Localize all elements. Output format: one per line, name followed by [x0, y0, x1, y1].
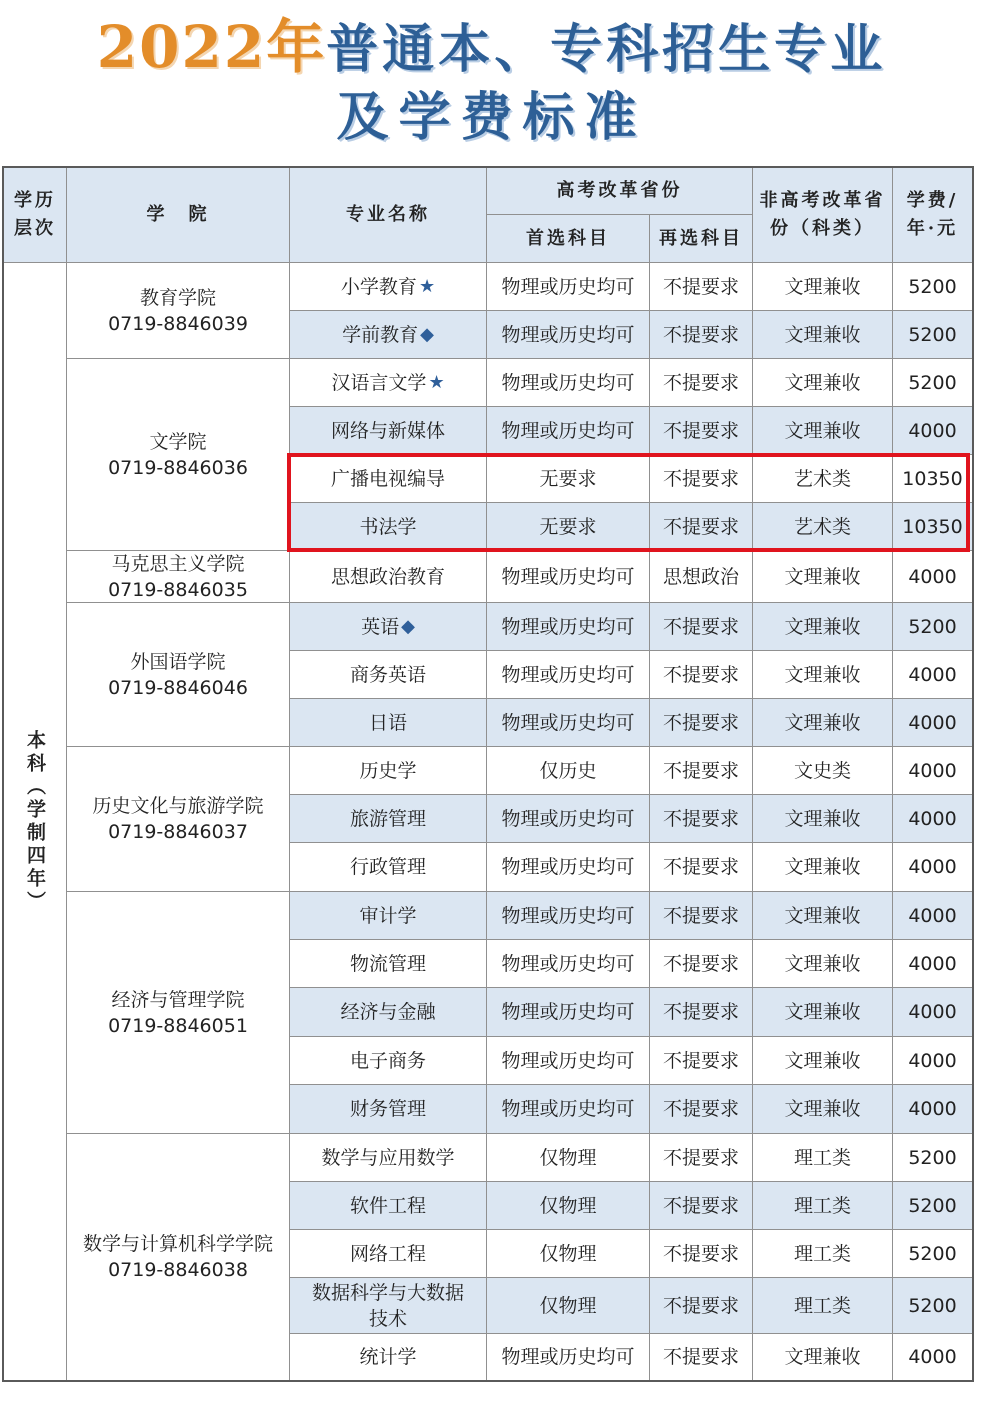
major-name: 旅游管理	[349, 807, 426, 830]
category-cell: 理工类	[753, 1278, 893, 1334]
second-subject-cell: 不提要求	[650, 311, 753, 359]
first-subject-cell: 物理或历史均可	[487, 1334, 650, 1380]
college-phone: 0719-8846037	[108, 821, 248, 843]
fee-cell: 4000	[893, 747, 972, 795]
college-name: 历史文化与旅游学院	[92, 795, 264, 817]
major-name: 日语	[368, 711, 407, 734]
header-non-reform: 非高考改革省份（科类）	[753, 168, 893, 263]
second-subject-cell: 不提要求	[650, 455, 753, 503]
major-cell	[290, 795, 487, 843]
category-cell: 文理兼收	[753, 1085, 893, 1134]
second-subject-cell: 不提要求	[650, 747, 753, 795]
fee-cell: 5200	[893, 1230, 972, 1278]
header-first-subject: 首选科目	[487, 215, 650, 263]
first-subject-cell: 物理或历史均可	[487, 699, 650, 747]
second-subject-cell: 不提要求	[650, 795, 753, 843]
major-cell	[290, 1134, 487, 1182]
category-cell: 文理兼收	[753, 1334, 893, 1380]
major-name: 电子商务	[349, 1049, 426, 1072]
fee-cell: 4000	[893, 843, 972, 892]
major-name: 网络与新媒体	[330, 419, 445, 442]
second-subject-cell: 不提要求	[650, 651, 753, 699]
category-cell: 文理兼收	[753, 551, 893, 603]
college-cell	[67, 892, 290, 1134]
category-cell: 文理兼收	[753, 892, 893, 940]
second-subject-cell: 不提要求	[650, 263, 753, 311]
fee-cell: 4000	[893, 407, 972, 455]
category-cell: 文理兼收	[753, 359, 893, 407]
first-subject-cell: 物理或历史均可	[487, 311, 650, 359]
major-name: 学前教育	[342, 323, 419, 346]
fee-cell: 4000	[893, 892, 972, 940]
category-cell: 文理兼收	[753, 651, 893, 699]
header-fee: 学费/年·元	[893, 168, 972, 263]
major-cell	[290, 263, 487, 311]
fee-cell: 5200	[893, 603, 972, 651]
first-subject-cell: 物理或历史均可	[487, 651, 650, 699]
second-subject-cell: 不提要求	[650, 1230, 753, 1278]
second-subject-cell: 思想政治	[650, 551, 753, 603]
category-cell: 理工类	[753, 1182, 893, 1230]
major-cell	[290, 359, 487, 407]
first-subject-cell: 物理或历史均可	[487, 892, 650, 940]
admissions-table	[2, 166, 974, 1382]
major-cell	[290, 747, 487, 795]
title-year: 2022年	[96, 13, 327, 81]
category-cell: 文理兼收	[753, 795, 893, 843]
first-subject-cell: 无要求	[487, 455, 650, 503]
page-title	[0, 12, 983, 85]
first-subject-cell: 仅物理	[487, 1230, 650, 1278]
level-label: 本科（学制四年）	[24, 729, 46, 914]
first-subject-cell: 无要求	[487, 503, 650, 551]
category-cell: 文理兼收	[753, 311, 893, 359]
first-subject-cell: 仅物理	[487, 1278, 650, 1334]
major-cell	[290, 503, 487, 551]
diamond-icon: ◆	[401, 615, 415, 637]
fee-cell: 4000	[893, 651, 972, 699]
major-cell	[290, 651, 487, 699]
fee-cell: 5200	[893, 263, 972, 311]
header-reform: 高考改革省份	[487, 168, 753, 215]
second-subject-cell: 不提要求	[650, 1278, 753, 1334]
major-name: 经济与金融	[340, 1001, 436, 1023]
fee-cell: 4000	[893, 940, 972, 988]
college-name: 文学院	[149, 430, 207, 453]
major-name: 数据科学与大数据技术	[311, 1281, 464, 1330]
college-cell	[67, 551, 290, 603]
fee-cell: 4000	[893, 551, 972, 603]
college-cell	[67, 359, 290, 551]
major-cell	[290, 988, 487, 1037]
star-icon: ★	[418, 275, 436, 297]
major-cell	[290, 1182, 487, 1230]
college-phone: 0719-8846038	[108, 1259, 248, 1281]
first-subject-cell: 仅物理	[487, 1182, 650, 1230]
college-phone: 0719-8846039	[108, 312, 248, 335]
major-name: 数学与应用数学	[321, 1146, 455, 1169]
first-subject-cell: 仅历史	[487, 747, 650, 795]
second-subject-cell: 不提要求	[650, 1134, 753, 1182]
major-cell	[290, 1037, 487, 1085]
major-cell	[290, 940, 487, 988]
fee-cell: 5200	[893, 359, 972, 407]
college-cell	[67, 603, 290, 747]
category-cell: 文理兼收	[753, 603, 893, 651]
college-name: 外国语学院	[130, 650, 226, 673]
major-name: 统计学	[359, 1346, 417, 1368]
second-subject-cell: 不提要求	[650, 503, 753, 551]
first-subject-cell: 物理或历史均可	[487, 603, 650, 651]
first-subject-cell: 物理或历史均可	[487, 940, 650, 988]
college-phone: 0719-8846046	[108, 676, 248, 699]
second-subject-cell: 不提要求	[650, 699, 753, 747]
major-name: 审计学	[359, 904, 417, 927]
college-phone: 0719-8846036	[108, 456, 248, 479]
major-name: 书法学	[359, 515, 417, 538]
fee-cell: 4000	[893, 795, 972, 843]
category-cell: 文理兼收	[753, 1037, 893, 1085]
second-subject-cell: 不提要求	[650, 603, 753, 651]
major-cell	[290, 407, 487, 455]
category-cell: 文理兼收	[753, 407, 893, 455]
header-level: 学历层次	[4, 168, 67, 263]
fee-cell: 4000	[893, 1085, 972, 1134]
college-name: 马克思主义学院	[111, 552, 245, 575]
major-name: 行政管理	[349, 856, 426, 878]
category-cell: 文理兼收	[753, 988, 893, 1037]
first-subject-cell: 物理或历史均可	[487, 1085, 650, 1134]
category-cell: 文理兼收	[753, 263, 893, 311]
first-subject-cell: 物理或历史均可	[487, 1037, 650, 1085]
fee-cell: 5200	[893, 1278, 972, 1334]
fee-cell: 4000	[893, 1334, 972, 1380]
second-subject-cell: 不提要求	[650, 988, 753, 1037]
first-subject-cell: 物理或历史均可	[487, 551, 650, 603]
page-subtitle: 及学费标准	[336, 87, 647, 148]
college-name: 数学与计算机科学学院	[82, 1233, 273, 1255]
college-phone: 0719-8846051	[108, 1014, 248, 1037]
major-name: 网络工程	[349, 1242, 426, 1265]
fee-cell: 10350	[893, 503, 972, 551]
second-subject-cell: 不提要求	[650, 1334, 753, 1380]
category-cell: 文理兼收	[753, 699, 893, 747]
major-name: 软件工程	[349, 1194, 426, 1217]
second-subject-cell: 不提要求	[650, 407, 753, 455]
major-cell	[290, 1278, 487, 1334]
major-cell	[290, 1230, 487, 1278]
major-cell	[290, 699, 487, 747]
first-subject-cell: 物理或历史均可	[487, 795, 650, 843]
major-name: 历史学	[359, 759, 417, 782]
header-major: 专业名称	[290, 168, 487, 263]
star-icon: ★	[428, 371, 445, 393]
header-college: 学 院	[67, 168, 290, 263]
fee-cell: 5200	[893, 311, 972, 359]
second-subject-cell: 不提要求	[650, 843, 753, 892]
college-cell	[67, 263, 290, 359]
second-subject-cell: 不提要求	[650, 1182, 753, 1230]
major-cell	[290, 892, 487, 940]
second-subject-cell: 不提要求	[650, 359, 753, 407]
category-cell: 理工类	[753, 1134, 893, 1182]
first-subject-cell: 物理或历史均可	[487, 359, 650, 407]
category-cell: 文理兼收	[753, 940, 893, 988]
major-name: 汉语言文学	[331, 371, 427, 394]
major-cell	[290, 455, 487, 503]
title-line1: 普通本、专科招生专业	[326, 19, 887, 80]
college-cell	[67, 1134, 290, 1380]
major-name: 小学教育	[340, 275, 417, 298]
category-cell: 文史类	[753, 747, 893, 795]
major-name: 物流管理	[349, 952, 426, 975]
major-name: 财务管理	[349, 1098, 426, 1120]
fee-cell: 4000	[893, 699, 972, 747]
college-phone: 0719-8846035	[108, 578, 248, 601]
fee-cell: 10350	[893, 455, 972, 503]
category-cell: 艺术类	[753, 503, 893, 551]
major-cell	[290, 311, 487, 359]
major-cell	[290, 603, 487, 651]
header-second-subject: 再选科目	[650, 215, 753, 263]
major-name: 思想政治教育	[330, 565, 445, 588]
fee-cell: 4000	[893, 1037, 972, 1085]
second-subject-cell: 不提要求	[650, 892, 753, 940]
first-subject-cell: 物理或历史均可	[487, 407, 650, 455]
second-subject-cell: 不提要求	[650, 940, 753, 988]
second-subject-cell: 不提要求	[650, 1085, 753, 1134]
college-name: 经济与管理学院	[111, 988, 245, 1011]
major-name: 商务英语	[349, 663, 426, 686]
category-cell: 艺术类	[753, 455, 893, 503]
diamond-icon: ◆	[420, 323, 434, 345]
first-subject-cell: 物理或历史均可	[487, 988, 650, 1037]
level-cell	[4, 263, 67, 1380]
college-name: 教育学院	[139, 286, 216, 309]
college-cell	[67, 747, 290, 892]
first-subject-cell: 仅物理	[487, 1134, 650, 1182]
fee-cell: 4000	[893, 988, 972, 1037]
major-name: 广播电视编导	[330, 467, 445, 490]
fee-cell: 5200	[893, 1134, 972, 1182]
second-subject-cell: 不提要求	[650, 1037, 753, 1085]
major-name: 英语	[361, 615, 400, 638]
fee-cell: 5200	[893, 1182, 972, 1230]
first-subject-cell: 物理或历史均可	[487, 843, 650, 892]
major-cell	[290, 551, 487, 603]
major-cell	[290, 1334, 487, 1380]
major-cell	[290, 843, 487, 892]
major-cell	[290, 1085, 487, 1134]
category-cell: 文理兼收	[753, 843, 893, 892]
category-cell: 理工类	[753, 1230, 893, 1278]
first-subject-cell: 物理或历史均可	[487, 263, 650, 311]
